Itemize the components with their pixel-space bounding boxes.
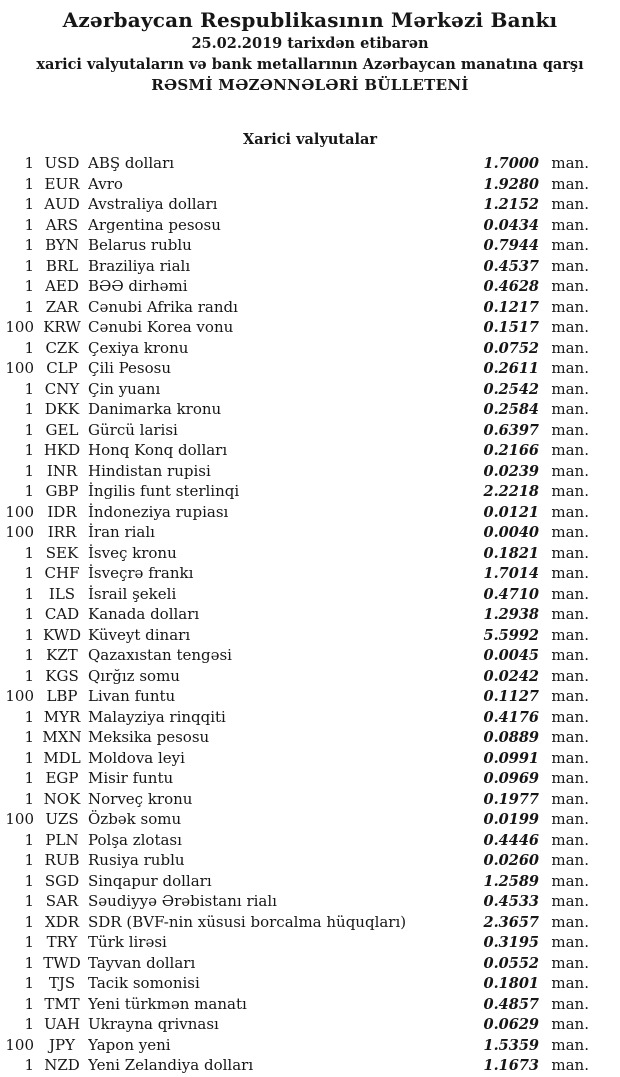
currency-code-cell: TMT bbox=[44, 994, 80, 1013]
quantity-cell: 1 bbox=[24, 338, 34, 357]
currency-code-cell: UAH bbox=[43, 1015, 81, 1033]
currency-name-cell: Özbək somu bbox=[88, 810, 182, 828]
currency-code-cell: TJS bbox=[48, 974, 76, 992]
unit-cell: man. bbox=[551, 523, 589, 541]
currency-name-cell: Hindistan rupisi bbox=[88, 461, 211, 480]
currency-row bbox=[0, 871, 589, 892]
currency-row bbox=[0, 338, 589, 359]
currency-name-cell: ABŞ dolları bbox=[88, 154, 175, 172]
rate-value-cell: 0.1821 bbox=[483, 544, 539, 562]
quantity-cell: 1 bbox=[24, 297, 34, 316]
quantity-cell: 1 bbox=[24, 461, 34, 480]
unit-cell: man. bbox=[551, 994, 589, 1013]
quantity-cell: 1 bbox=[24, 953, 34, 972]
currency-code-cell: KRW bbox=[43, 318, 81, 336]
currency-code-cell: MYR bbox=[43, 707, 81, 726]
unit-cell: man. bbox=[551, 789, 589, 808]
quantity-cell: 1 bbox=[24, 174, 34, 193]
rate-value-cell: 1.1673 bbox=[483, 1057, 539, 1074]
rate-value-cell: 0.0239 bbox=[483, 462, 539, 480]
currency-name-cell: Küveyt dinarı bbox=[88, 625, 191, 644]
currency-name-cell: Tayvan dolları bbox=[88, 953, 196, 972]
currency-row bbox=[0, 953, 589, 974]
rate-value-cell: 0.0552 bbox=[483, 954, 539, 972]
quantity-cell: 1 bbox=[24, 584, 34, 603]
currency-row bbox=[0, 748, 589, 769]
currency-name-cell: Yapon yeni bbox=[88, 1035, 171, 1054]
currency-row bbox=[0, 973, 589, 994]
currency-row bbox=[0, 686, 589, 707]
rate-value-cell: 0.7944 bbox=[483, 237, 539, 254]
currency-code-cell: INR bbox=[46, 461, 78, 480]
currency-code-cell: EUR bbox=[44, 174, 80, 193]
rate-value-cell: 2.2218 bbox=[483, 483, 539, 500]
currency-code-cell: ILS bbox=[48, 584, 76, 603]
section-title: Xarici valyutalar bbox=[242, 131, 378, 148]
rate-value-cell: 0.6397 bbox=[483, 421, 539, 439]
currency-row bbox=[0, 235, 589, 256]
quantity-cell: 1 bbox=[24, 871, 34, 890]
unit-cell: man. bbox=[551, 871, 589, 890]
currency-name-cell: Çili Pesosu bbox=[88, 359, 172, 377]
bulletin-title: RƏSMİ MƏZƏNNƏLƏRİ BÜLLETENİ bbox=[151, 76, 469, 94]
unit-cell: man. bbox=[551, 707, 589, 726]
currency-row bbox=[0, 153, 589, 174]
unit-cell: man. bbox=[551, 318, 589, 336]
currency-row bbox=[0, 666, 589, 687]
currency-row bbox=[0, 502, 589, 523]
currency-name-cell: SDR (BVF-nin xüsusi borcalma hüquqları) bbox=[88, 912, 407, 931]
quantity-cell: 1 bbox=[24, 646, 34, 664]
currency-row bbox=[0, 912, 589, 933]
currency-code-cell: DKK bbox=[44, 400, 80, 418]
quantity-cell: 1 bbox=[24, 789, 34, 808]
rate-value-cell: 1.2938 bbox=[483, 606, 539, 623]
currency-code-cell: MXN bbox=[42, 728, 82, 746]
quantity-cell: 1 bbox=[24, 994, 34, 1013]
currency-row bbox=[0, 174, 589, 195]
rate-value-cell: 0.0434 bbox=[483, 216, 539, 234]
rate-value-cell: 0.0242 bbox=[483, 667, 539, 685]
rate-value-cell: 0.4446 bbox=[483, 831, 539, 849]
currency-name-cell: Polşa zlotası bbox=[88, 830, 182, 849]
quantity-cell: 1 bbox=[24, 215, 34, 234]
unit-cell: man. bbox=[551, 687, 589, 705]
rate-value-cell: 0.4176 bbox=[483, 708, 539, 726]
currency-row bbox=[0, 850, 589, 871]
quantity-cell: 1 bbox=[24, 748, 34, 767]
currency-name-cell: Sinqapur dolları bbox=[88, 871, 212, 890]
rate-value-cell: 1.7014 bbox=[483, 565, 539, 582]
rate-value-cell: 0.0260 bbox=[483, 852, 539, 869]
currency-name-cell: Belarus rublu bbox=[88, 236, 192, 254]
rate-value-cell: 0.0199 bbox=[483, 811, 539, 828]
quantity-cell: 1 bbox=[24, 605, 34, 623]
rate-value-cell: 0.4628 bbox=[483, 278, 539, 295]
currency-name-cell: İngilis funt sterlinqi bbox=[88, 482, 240, 500]
quantity-cell: 1 bbox=[24, 625, 34, 644]
currency-code-cell: GBP bbox=[45, 482, 79, 500]
quantity-cell: 1 bbox=[24, 564, 34, 582]
rate-value-cell: 0.0629 bbox=[483, 1016, 539, 1033]
currency-row bbox=[0, 707, 589, 728]
currency-row bbox=[0, 768, 589, 789]
unit-cell: man. bbox=[551, 625, 589, 644]
currency-code-cell: SGD bbox=[44, 871, 80, 890]
unit-cell: man. bbox=[551, 154, 589, 172]
quantity-cell: 1 bbox=[24, 933, 34, 951]
unit-cell: man. bbox=[551, 1035, 589, 1054]
currency-code-cell: CLP bbox=[46, 359, 78, 377]
unit-cell: man. bbox=[551, 338, 589, 357]
currency-code-cell: BYN bbox=[45, 236, 79, 254]
rate-value-cell: 1.2152 bbox=[483, 196, 539, 213]
unit-cell: man. bbox=[551, 277, 589, 295]
rate-value-cell: 0.1217 bbox=[483, 298, 539, 316]
rate-value-cell: 0.4857 bbox=[483, 995, 539, 1013]
rate-value-cell: 1.5359 bbox=[483, 1036, 539, 1054]
currency-name-cell: İran rialı bbox=[88, 523, 155, 541]
currency-code-cell: SEK bbox=[45, 543, 79, 562]
quantity-cell: 100 bbox=[5, 523, 34, 541]
currency-code-cell: ARS bbox=[45, 215, 79, 234]
currency-row bbox=[0, 563, 589, 584]
currency-code-cell: IRR bbox=[47, 523, 77, 541]
unit-cell: man. bbox=[551, 441, 589, 459]
currency-code-cell: JPY bbox=[48, 1035, 75, 1054]
unit-cell: man. bbox=[551, 174, 589, 193]
currency-row bbox=[0, 789, 589, 810]
currency-name-cell: Danimarka kronu bbox=[88, 400, 222, 418]
currency-name-cell: Avstraliya dolları bbox=[88, 195, 218, 213]
currency-row bbox=[0, 215, 589, 236]
unit-cell: man. bbox=[551, 1015, 589, 1033]
quantity-cell: 1 bbox=[24, 256, 34, 275]
quantity-cell: 1 bbox=[24, 1056, 34, 1074]
currency-row bbox=[0, 317, 589, 338]
quantity-cell: 1 bbox=[24, 543, 34, 562]
currency-name-cell: Misir funtu bbox=[88, 769, 174, 787]
currency-row bbox=[0, 1035, 589, 1056]
currency-row bbox=[0, 256, 589, 277]
rate-value-cell: 5.5992 bbox=[483, 626, 539, 644]
currency-name-cell: Yeni Zelandiya dolları bbox=[88, 1056, 254, 1074]
effective-date-line: 25.02.2019 tarixdən etibarən bbox=[191, 35, 429, 52]
currency-code-cell: TRY bbox=[46, 933, 78, 951]
currency-name-cell: BƏƏ dirhəmi bbox=[88, 277, 188, 295]
quantity-cell: 1 bbox=[24, 892, 34, 910]
currency-code-cell: CZK bbox=[45, 338, 79, 357]
currency-row bbox=[0, 481, 589, 502]
currency-code-cell: KGS bbox=[45, 666, 79, 685]
currency-code-cell: CNY bbox=[44, 379, 80, 398]
rate-value-cell: 0.3195 bbox=[483, 934, 539, 951]
currency-name-cell: Cənubi Afrika randı bbox=[88, 297, 238, 316]
currency-name-cell: Moldova leyi bbox=[88, 748, 185, 767]
unit-cell: man. bbox=[551, 359, 589, 377]
quantity-cell: 100 bbox=[5, 502, 34, 521]
unit-cell: man. bbox=[551, 215, 589, 234]
currency-name-cell: Ukrayna qrivnası bbox=[88, 1015, 219, 1033]
currency-code-cell: UZS bbox=[45, 810, 79, 828]
currency-row bbox=[0, 297, 589, 318]
currency-name-cell: Honq Konq dolları bbox=[88, 441, 228, 459]
currency-row bbox=[0, 1014, 589, 1035]
quantity-cell: 1 bbox=[24, 912, 34, 931]
currency-code-cell: KWD bbox=[42, 625, 82, 644]
quantity-cell: 1 bbox=[24, 236, 34, 254]
currency-row bbox=[0, 399, 589, 420]
currency-name-cell: Kanada dolları bbox=[88, 605, 200, 623]
rate-value-cell: 0.1977 bbox=[483, 790, 539, 808]
unit-cell: man. bbox=[551, 912, 589, 931]
currency-name-cell: İsrail şekeli bbox=[88, 584, 177, 603]
currency-row bbox=[0, 358, 589, 379]
quantity-cell: 1 bbox=[24, 830, 34, 849]
rate-value-cell: 0.4710 bbox=[483, 585, 539, 603]
quantity-cell: 1 bbox=[24, 728, 34, 746]
currency-code-cell: USD bbox=[44, 154, 80, 172]
currency-name-cell: Tacik somonisi bbox=[88, 974, 200, 992]
unit-cell: man. bbox=[551, 892, 589, 910]
quantity-cell: 1 bbox=[24, 1015, 34, 1033]
quantity-cell: 100 bbox=[5, 1035, 34, 1054]
quantity-cell: 100 bbox=[5, 359, 34, 377]
rate-value-cell: 1.9280 bbox=[483, 175, 539, 193]
unit-cell: man. bbox=[551, 810, 589, 828]
quantity-cell: 100 bbox=[5, 687, 34, 705]
unit-cell: man. bbox=[551, 830, 589, 849]
currency-name-cell: Avro bbox=[88, 174, 123, 193]
currency-row bbox=[0, 604, 589, 625]
quantity-cell: 1 bbox=[24, 666, 34, 685]
bulletin-header bbox=[0, 0, 620, 96]
subtitle-line: xarici valyutaların və bank metallarının Azərbaycan manatına qarşı bbox=[36, 56, 584, 73]
rate-value-cell: 0.4537 bbox=[483, 257, 539, 275]
currency-name-cell: İsveçrə frankı bbox=[88, 564, 194, 582]
currency-name-cell: İsveç kronu bbox=[88, 543, 177, 562]
currency-name-cell: Yeni türkmən manatı bbox=[88, 994, 247, 1013]
currency-code-cell: CAD bbox=[44, 605, 80, 623]
rate-value-cell: 0.0991 bbox=[483, 749, 539, 767]
currency-code-cell: PLN bbox=[45, 830, 79, 849]
currency-code-cell: LBP bbox=[46, 687, 78, 705]
unit-cell: man. bbox=[551, 236, 589, 254]
unit-cell: man. bbox=[551, 502, 589, 521]
currency-code-cell: AUD bbox=[44, 195, 80, 213]
unit-cell: man. bbox=[551, 420, 589, 439]
currency-name-cell: Livan funtu bbox=[88, 687, 176, 705]
rate-value-cell: 0.2611 bbox=[483, 360, 539, 377]
currency-name-cell: Braziliya rialı bbox=[88, 256, 191, 275]
currency-row bbox=[0, 543, 589, 564]
rate-value-cell: 0.0889 bbox=[483, 729, 539, 746]
unit-cell: man. bbox=[551, 482, 589, 500]
currency-code-cell: GEL bbox=[45, 420, 79, 439]
quantity-cell: 1 bbox=[24, 400, 34, 418]
quantity-cell: 1 bbox=[24, 379, 34, 398]
unit-cell: man. bbox=[551, 297, 589, 316]
rate-value-cell: 1.7000 bbox=[483, 155, 539, 172]
currency-row bbox=[0, 379, 589, 400]
rate-value-cell: 0.1127 bbox=[483, 688, 539, 705]
unit-cell: man. bbox=[551, 666, 589, 685]
currency-code-cell: CHF bbox=[44, 564, 80, 582]
currency-row bbox=[0, 276, 589, 297]
currency-row bbox=[0, 194, 589, 215]
currency-row bbox=[0, 420, 589, 441]
currency-name-cell: Rusiya rublu bbox=[88, 851, 185, 869]
rate-value-cell: 0.0121 bbox=[483, 503, 539, 521]
unit-cell: man. bbox=[551, 728, 589, 746]
unit-cell: man. bbox=[551, 605, 589, 623]
quantity-cell: 1 bbox=[24, 154, 34, 172]
quantity-cell: 1 bbox=[24, 420, 34, 439]
quantity-cell: 1 bbox=[24, 195, 34, 213]
currency-code-cell: BRL bbox=[45, 256, 79, 275]
currency-name-cell: Türk lirəsi bbox=[88, 933, 167, 951]
currency-code-cell: XDR bbox=[45, 912, 79, 931]
currency-name-cell: Meksika pesosu bbox=[88, 728, 210, 746]
rate-value-cell: 2.3657 bbox=[483, 913, 539, 931]
currency-code-cell: AED bbox=[45, 277, 79, 295]
currency-row bbox=[0, 891, 589, 912]
unit-cell: man. bbox=[551, 195, 589, 213]
unit-cell: man. bbox=[551, 748, 589, 767]
currency-code-cell: NOK bbox=[43, 789, 81, 808]
unit-cell: man. bbox=[551, 933, 589, 951]
bank-title: Azərbaycan Respublikasının Mərkəzi Bankı bbox=[62, 8, 558, 32]
currency-row bbox=[0, 625, 589, 646]
rate-value-cell: 0.0752 bbox=[483, 339, 539, 357]
quantity-cell: 100 bbox=[5, 810, 34, 828]
quantity-cell: 100 bbox=[5, 318, 34, 336]
currency-name-cell: Malayziya rinqqiti bbox=[88, 707, 226, 726]
rate-value-cell: 0.1801 bbox=[483, 975, 539, 992]
quantity-cell: 1 bbox=[24, 974, 34, 992]
currency-name-cell: Qazaxıstan tengəsi bbox=[88, 646, 232, 664]
currency-name-cell: Norveç kronu bbox=[88, 789, 193, 808]
currency-name-cell: Gürcü larisi bbox=[88, 420, 178, 439]
currency-row bbox=[0, 830, 589, 851]
quantity-cell: 1 bbox=[24, 707, 34, 726]
unit-cell: man. bbox=[551, 461, 589, 480]
currency-row bbox=[0, 809, 589, 830]
unit-cell: man. bbox=[551, 974, 589, 992]
currency-row bbox=[0, 584, 589, 605]
unit-cell: man. bbox=[551, 584, 589, 603]
currency-row bbox=[0, 1055, 589, 1076]
quantity-cell: 1 bbox=[24, 482, 34, 500]
quantity-cell: 1 bbox=[24, 441, 34, 459]
currency-code-cell: HKD bbox=[43, 441, 81, 459]
rate-value-cell: 0.2542 bbox=[483, 380, 539, 398]
currency-name-cell: Argentina pesosu bbox=[88, 215, 221, 234]
unit-cell: man. bbox=[551, 769, 589, 787]
currency-row bbox=[0, 440, 589, 461]
quantity-cell: 1 bbox=[24, 277, 34, 295]
currency-name-cell: Çexiya kronu bbox=[88, 338, 189, 357]
currency-row bbox=[0, 727, 589, 748]
unit-cell: man. bbox=[551, 1056, 589, 1074]
currency-code-cell: IDR bbox=[47, 502, 77, 521]
currency-row bbox=[0, 932, 589, 953]
currency-code-cell: RUB bbox=[44, 851, 80, 869]
currency-row bbox=[0, 461, 589, 482]
currency-name-cell: İndoneziya rupiası bbox=[88, 502, 229, 521]
rate-value-cell: 0.2584 bbox=[483, 401, 539, 418]
currency-code-cell: KZT bbox=[46, 646, 78, 664]
currency-row bbox=[0, 994, 589, 1015]
currency-name-cell: Qırğız somu bbox=[88, 666, 180, 685]
currency-row bbox=[0, 645, 589, 666]
unit-cell: man. bbox=[551, 379, 589, 398]
currency-code-cell: ZAR bbox=[45, 297, 79, 316]
currency-name-cell: Cənubi Korea vonu bbox=[88, 318, 234, 336]
rate-value-cell: 0.1517 bbox=[483, 319, 539, 336]
rate-value-cell: 0.0045 bbox=[483, 647, 539, 664]
currency-code-cell: NZD bbox=[44, 1056, 80, 1074]
currency-code-cell: MDL bbox=[43, 748, 81, 767]
quantity-cell: 1 bbox=[24, 769, 34, 787]
unit-cell: man. bbox=[551, 256, 589, 275]
currency-code-cell: SAR bbox=[45, 892, 79, 910]
rates-table bbox=[0, 153, 620, 1076]
unit-cell: man. bbox=[551, 646, 589, 664]
rate-value-cell: 0.0040 bbox=[483, 524, 539, 541]
rate-value-cell: 1.2589 bbox=[483, 872, 539, 890]
quantity-cell: 1 bbox=[24, 851, 34, 869]
rate-value-cell: 0.0969 bbox=[483, 770, 539, 787]
rate-value-cell: 0.2166 bbox=[483, 442, 539, 459]
currency-name-cell: Çin yuanı bbox=[88, 379, 161, 398]
currency-code-cell: TWD bbox=[43, 953, 81, 972]
unit-cell: man. bbox=[551, 400, 589, 418]
currency-name-cell: Səudiyyə Ərəbistanı rialı bbox=[88, 892, 277, 910]
unit-cell: man. bbox=[551, 851, 589, 869]
currency-row bbox=[0, 522, 589, 543]
unit-cell: man. bbox=[551, 543, 589, 562]
rate-value-cell: 0.4533 bbox=[483, 893, 539, 910]
unit-cell: man. bbox=[551, 953, 589, 972]
unit-cell: man. bbox=[551, 564, 589, 582]
currency-code-cell: EGP bbox=[45, 769, 79, 787]
